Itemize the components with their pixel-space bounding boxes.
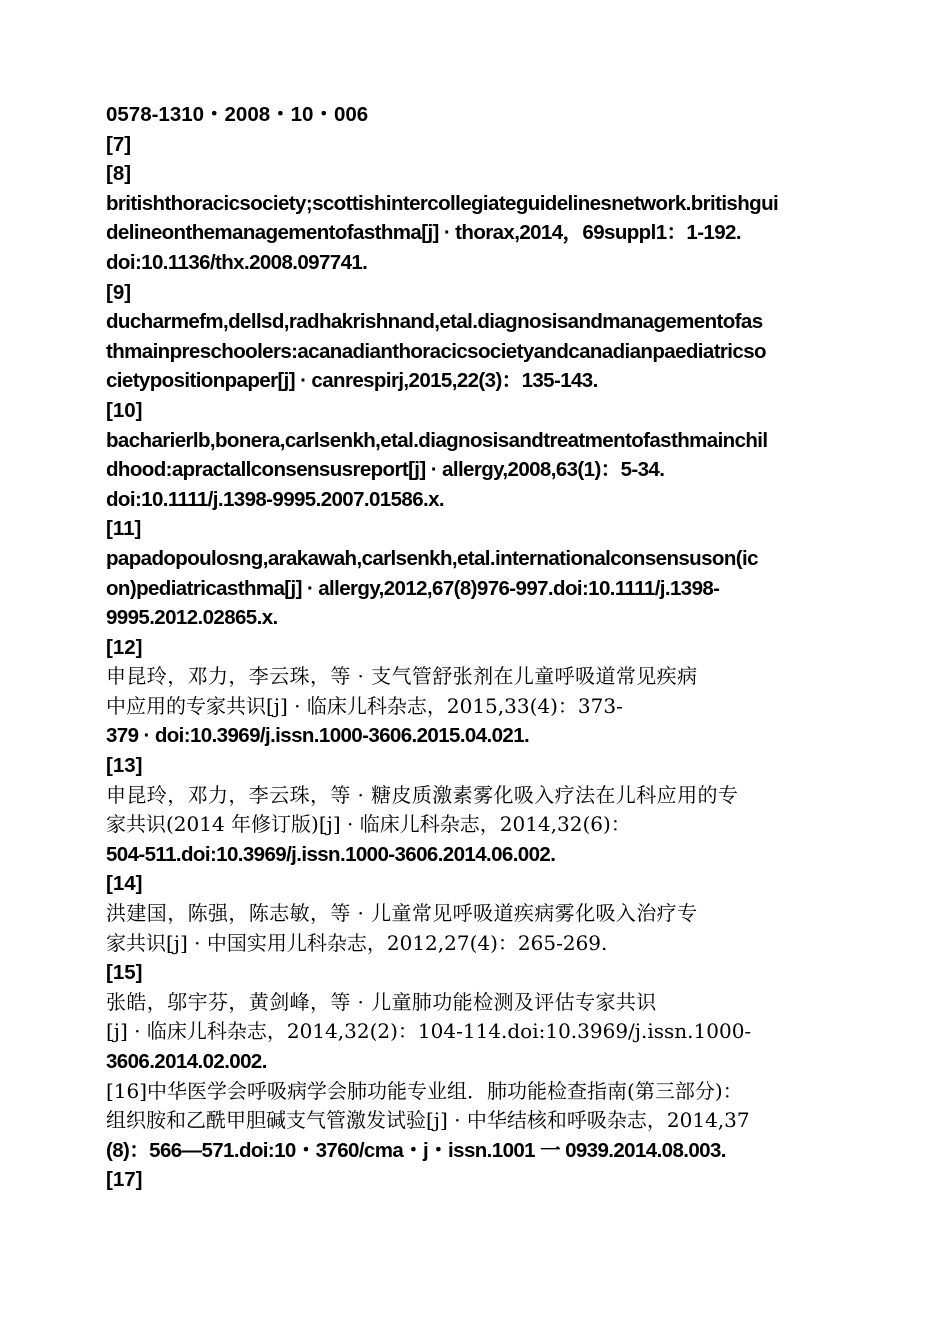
reference-line: 家共识[j] · 中国实用儿科杂志，2012,27(4)：265-269. xyxy=(106,930,608,955)
reference-line: doi:10.1136/thx.2008.097741. xyxy=(106,250,368,274)
reference-line: 组织胺和乙酰甲胆碱支气管激发试验[j] · 中华结核和呼吸杂志，2014,37 xyxy=(106,1108,750,1133)
reference-line: 379 · doi:10.3969/j.issn.1000-3606.2015.04.021. xyxy=(106,724,530,748)
reference-line: dhood:apractallconsensusreport[j] · allergy,2008,63(1)：5-34. xyxy=(106,458,665,482)
reference-line: 中应用的专家共识[j] · 临床儿科杂志，2015,33(4)：373- xyxy=(106,693,623,718)
reference-number: [9] xyxy=(106,280,132,304)
reference-line: thmainpreschoolers:acanadianthoracicsocietyandcanadianpaediatricso xyxy=(106,339,766,363)
reference-number: [14] xyxy=(106,872,143,896)
reference-line: doi:10.1111/j.1398-9995.2007.01586.x. xyxy=(106,487,444,511)
reference-line: 0578-1310・2008・10・006 xyxy=(106,103,369,126)
reference-line: 张皓，邬宇芬，黄剑峰，等 · 儿童肺功能检测及评估专家共识 xyxy=(106,989,657,1014)
reference-number: [7] xyxy=(106,132,132,156)
reference-line: 9995.2012.02865.x. xyxy=(106,606,278,630)
reference-number: [11] xyxy=(106,517,142,541)
reference-number: [10] xyxy=(106,398,143,422)
reference-line: 504-511.doi:10.3969/j.issn.1000-3606.2014.06.002. xyxy=(106,842,556,866)
reference-line: 家共识(2014 年修订版)[j] · 临床儿科杂志，2014,32(6)： xyxy=(106,812,631,837)
reference-number: [12] xyxy=(106,635,143,659)
reference-line: [16]中华医学会呼吸病学会肺功能专业组．肺功能检查指南(第三部分)： xyxy=(106,1078,743,1103)
reference-number: [13] xyxy=(106,754,143,778)
reference-number: [8] xyxy=(106,162,132,186)
reference-line: 申昆玲，邓力，李云珠，等 · 糖皮质激素雾化吸入疗法在儿科应用的专 xyxy=(106,782,739,807)
reference-line: delineonthemanagementofasthma[j] · thorax,2014，69suppl1：1-192. xyxy=(106,221,741,245)
reference-line: cietypositionpaper[j] · canrespirj,2015,22(3)：135-143. xyxy=(106,369,598,393)
reference-line: papadopoulosng,arakawah,carlsenkh,etal.internationalconsensuson(ic xyxy=(106,546,758,570)
reference-number: [15] xyxy=(106,961,143,985)
reference-line: (8)：566—571.doi:10・3760/cma・j・issn.1001 一 0939.2014.08.003. xyxy=(106,1138,726,1162)
reference-line: 3606.2014.02.002. xyxy=(106,1050,267,1073)
reference-line: britishthoracicsociety;scottishintercollegiateguidelinesnetwork.britishgui xyxy=(106,191,779,215)
reference-line: 申昆玲，邓力，李云珠，等 · 支气管舒张剂在儿童呼吸道常见疾病 xyxy=(106,664,698,689)
reference-line: [j] · 临床儿科杂志，2014,32(2)：104-114.doi:10.3969/j.issn.1000- xyxy=(106,1019,752,1044)
reference-line: ducharmefm,dellsd,radhakrishnand,etal.diagnosisandmanagementofas xyxy=(106,310,763,334)
reference-line: bacharierlb,bonera,carlsenkh,etal.diagnosisandtreatmentofasthmainchil xyxy=(106,428,768,452)
reference-line: on)pediatricasthma[j] · allergy,2012,67(8)976-997.doi:10.1111/j.1398- xyxy=(106,576,720,600)
reference-number: [17] xyxy=(106,1168,143,1192)
reference-list xyxy=(106,100,850,1195)
reference-line: 洪建国，陈强，陈志敏，等 · 儿童常见呼吸道疾病雾化吸入治疗专 xyxy=(106,901,698,926)
